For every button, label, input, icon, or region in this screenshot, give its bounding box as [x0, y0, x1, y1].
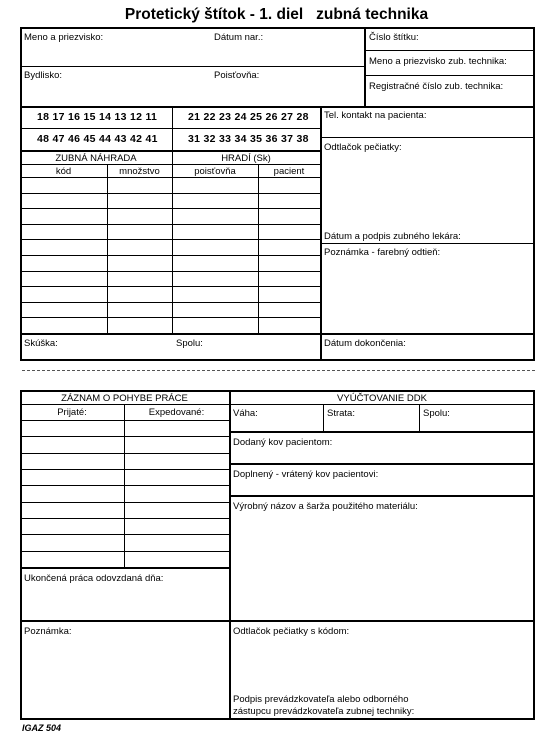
- operator-signature-line1[interactable]: Podpis prevádzkovateľa alebo odborného: [233, 694, 409, 705]
- pays-header: HRADÍ (Sk): [221, 153, 271, 164]
- birth-date-field[interactable]: Dátum nar.:: [214, 32, 264, 43]
- dispatched-header: Expedované:: [148, 407, 205, 418]
- operator-signature-line2[interactable]: zástupcu prevádzkovateľa zubnej techniky:: [233, 706, 415, 717]
- cut-line: [22, 370, 535, 371]
- stamp-imprint-field[interactable]: Odtlačok pečiatky:: [324, 142, 402, 153]
- table-row[interactable]: [20, 208, 321, 209]
- table-row[interactable]: [20, 502, 230, 503]
- returned-metal-field[interactable]: Doplnený - vrátený kov pacientovi:: [233, 469, 379, 480]
- table-row[interactable]: [20, 255, 321, 256]
- teeth-upper-right[interactable]: 18 17 16 15 14 13 12 11: [37, 111, 158, 123]
- table-row[interactable]: [20, 239, 321, 240]
- table-row[interactable]: [20, 420, 230, 421]
- table-row[interactable]: [20, 485, 230, 486]
- table-row[interactable]: [20, 286, 321, 287]
- phone-contact-field[interactable]: Tel. kontakt na pacienta:: [324, 110, 427, 121]
- patient-name-field[interactable]: Meno a priezvisko:: [24, 32, 104, 43]
- label-number-field[interactable]: Číslo štítku:: [369, 32, 419, 43]
- col-quantity-header: množstvo: [119, 166, 160, 177]
- col-insurer-header: poisťovňa: [194, 166, 236, 177]
- work-completed-field[interactable]: Ukončená práca odovzdaná dňa:: [24, 573, 164, 584]
- completion-date-field[interactable]: Dátum dokončenia:: [324, 338, 406, 349]
- loss-field[interactable]: Strata:: [327, 408, 355, 419]
- material-name-field[interactable]: Výrobný názov a šarža použitého materiálu:: [233, 501, 418, 512]
- form-code: IGAZ 504: [22, 723, 62, 733]
- table-row[interactable]: [20, 193, 321, 194]
- stamp-with-code-field[interactable]: Odtlačok pečiatky s kódom:: [233, 626, 350, 637]
- table-row[interactable]: [20, 317, 321, 318]
- work-record-header: ZÁZNAM O POHYBE PRÁCE: [61, 393, 188, 404]
- table-row[interactable]: [20, 436, 230, 437]
- teeth-upper-left[interactable]: 21 22 23 24 25 26 27 28: [188, 111, 309, 123]
- table-row[interactable]: [20, 453, 230, 454]
- insurer-field[interactable]: Poisťovňa:: [214, 70, 260, 81]
- table-row[interactable]: [20, 534, 230, 535]
- technician-name-field[interactable]: Meno a priezvisko zub. technika:: [369, 56, 507, 67]
- table-row[interactable]: [20, 302, 321, 303]
- table-row[interactable]: [20, 469, 230, 470]
- received-header: Prijaté:: [57, 407, 87, 418]
- trial-field[interactable]: Skúška:: [24, 338, 58, 349]
- form-title: Protetický štítok - 1. diel zubná technika: [124, 6, 429, 23]
- weight-field[interactable]: Váha:: [233, 408, 258, 419]
- col-code-header: kód: [55, 166, 72, 177]
- table-row[interactable]: [20, 224, 321, 225]
- top-form-frame: [20, 27, 535, 361]
- billing-total-field[interactable]: Spolu:: [423, 408, 450, 419]
- dentist-date-signature-field[interactable]: Dátum a podpis zubného lekára:: [324, 231, 461, 242]
- table-row[interactable]: [20, 551, 230, 552]
- total-field[interactable]: Spolu:: [176, 338, 203, 349]
- note-shade-field[interactable]: Poznámka - farebný odtieň:: [324, 247, 441, 258]
- teeth-lower-right[interactable]: 48 47 46 45 44 43 42 41: [37, 133, 158, 145]
- registration-number-field[interactable]: Registračné číslo zub. technika:: [369, 81, 504, 92]
- col-patient-header: pacient: [273, 166, 305, 177]
- table-row[interactable]: [20, 518, 230, 519]
- bottom-note-field[interactable]: Poznámka:: [24, 626, 72, 637]
- table-row[interactable]: [20, 271, 321, 272]
- address-field[interactable]: Bydlisko:: [24, 70, 63, 81]
- replacement-header: ZUBNÁ NÁHRADA: [55, 153, 137, 164]
- billing-header: VYÚČTOVANIE DDK: [337, 393, 427, 404]
- teeth-lower-left[interactable]: 31 32 33 34 35 36 37 38: [188, 133, 309, 145]
- supplied-metal-field[interactable]: Dodaný kov pacientom:: [233, 437, 333, 448]
